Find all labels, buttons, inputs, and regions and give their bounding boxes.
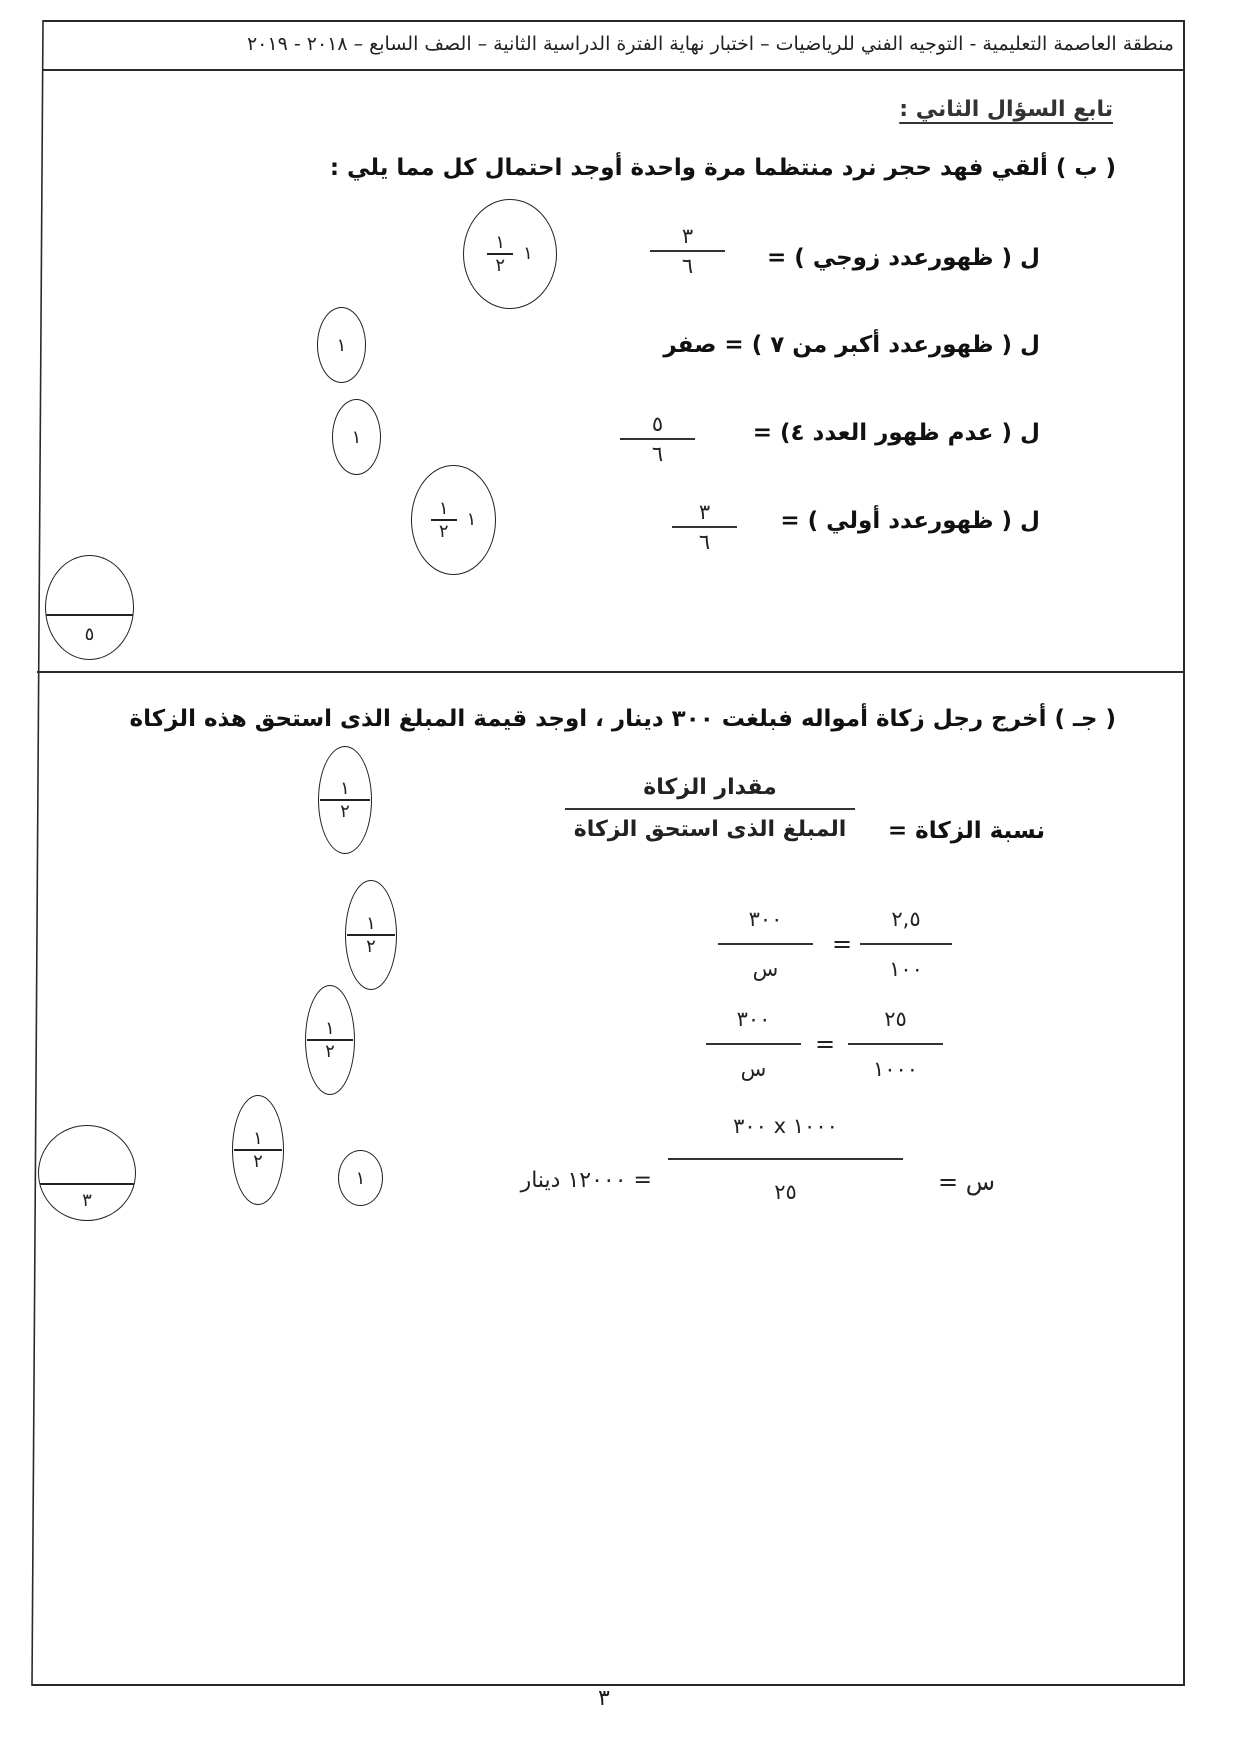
step1-equals: = <box>832 930 853 958</box>
frame-left <box>0 0 60 1753</box>
page-number: ٣ <box>598 1686 610 1711</box>
probability-greater-than-7-label: ل ( ظهورعدد أكبر من ٧ ) = صفر <box>663 332 1040 358</box>
probability-not-4-label: ل ( عدم ظهور العدد ٤) = <box>752 420 1040 446</box>
step2-left-fraction: ٢٥ ١٠٠٠ <box>848 1005 943 1083</box>
section-title: تابع السؤال الثاني : <box>899 97 1113 122</box>
mark-badge: ١ <box>338 1150 383 1206</box>
mark-badge: ١ ٢ ١ <box>463 199 557 309</box>
mark-badge: ١ ٢ <box>318 746 372 854</box>
probability-prime-label: ل ( ظهورعدد أولي ) = <box>780 508 1040 534</box>
step3-fraction: ١٠٠٠ x ٣٠٠ ٢٥ <box>668 1112 903 1206</box>
mark-badge: ١ <box>317 307 366 383</box>
step1-left-fraction: ٢,٥ ١٠٠ <box>860 905 952 983</box>
mark-badge: ١ ٢ <box>345 880 397 990</box>
probability-even-answer: ٣ ٦ <box>650 222 725 280</box>
mark-badge: ١ ٢ <box>305 985 355 1095</box>
zakat-ratio-label: نسبة الزكاة = <box>887 818 1045 844</box>
question-b: ( ب ) ألقي فهد حجر نرد منتظما مرة واحدة أوجد احتمال كل مما يلي : <box>329 155 1116 181</box>
mark-badge: ١ ٢ <box>232 1095 284 1205</box>
frame-top <box>43 20 1184 22</box>
step2-right-fraction: ٣٠٠ س <box>706 1005 801 1083</box>
probability-even-label: ل ( ظهورعدد زوجي ) = <box>767 245 1040 271</box>
mark-badge: ١ <box>332 399 381 475</box>
probability-not-4-answer: ٥ ٦ <box>620 410 695 468</box>
step1-right-fraction: ٣٠٠ س <box>718 905 813 983</box>
step3-lhs: س = <box>937 1168 995 1196</box>
frame-header-divider <box>43 69 1184 71</box>
frame-right <box>1183 20 1185 1686</box>
probability-prime-answer: ٣ ٦ <box>672 498 737 556</box>
section-c-total-mark: ٣ <box>38 1125 136 1221</box>
step3-result: = ١٢٠٠٠ دينار <box>520 1168 652 1193</box>
frame-section-divider <box>37 671 1184 673</box>
step2-equals: = <box>815 1030 836 1058</box>
zakat-formula-fraction: مقدار الزكاة المبلغ الذى استحق الزكاة <box>565 768 855 850</box>
question-c: ( جـ ) أخرج رجل زكاة أمواله فبلغت ٣٠٠ دينار ، اوجد قيمة المبلغ الذى استحق هذه الزكاة <box>129 706 1116 732</box>
mark-badge: ١ ٢ ١ <box>411 465 496 575</box>
section-b-total-mark: ٥ <box>45 555 134 660</box>
exam-header: منطقة العاصمة التعليمية - التوجيه الفني للرياضيات – اختبار نهاية الفترة الدراسية الثانية – الصف السابع – ٢٠١٨ - ٢٠١٩ <box>246 33 1174 55</box>
